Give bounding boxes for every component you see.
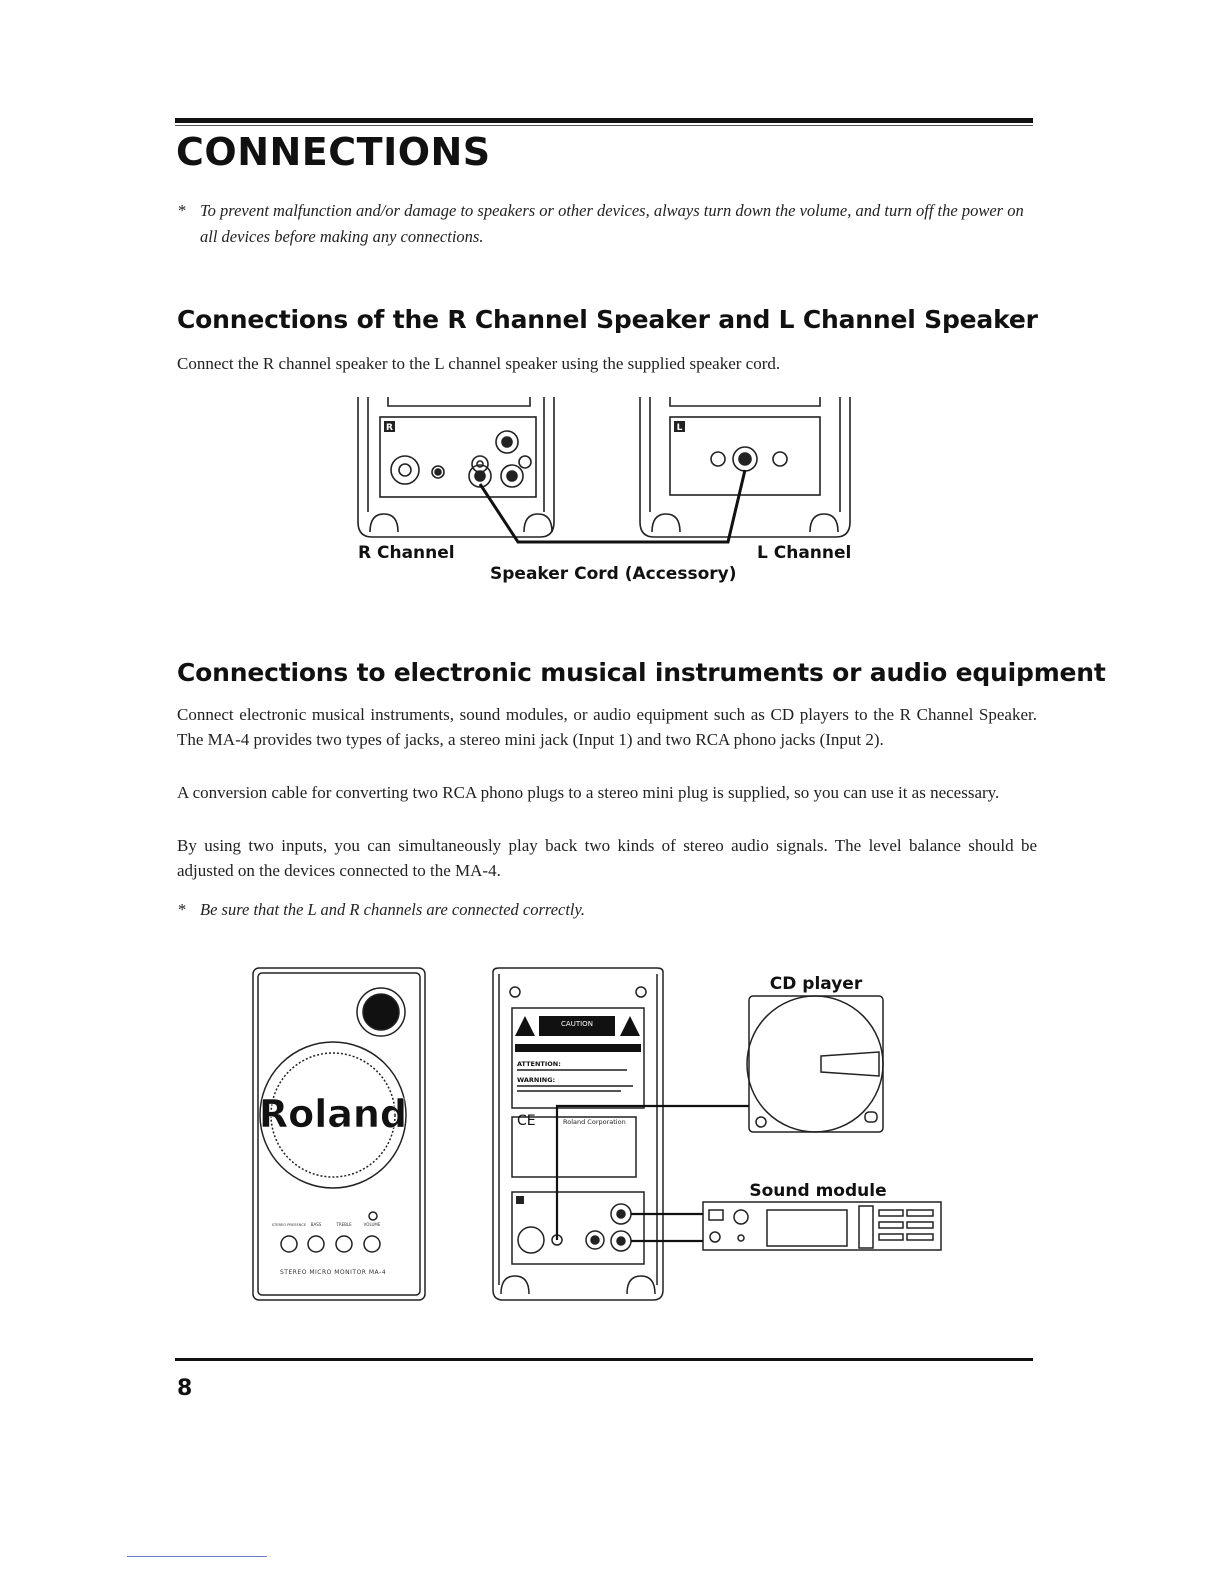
rear-foot-right [627, 1276, 655, 1294]
l-speaker-cabinet [640, 397, 850, 537]
front-knob-label-bass: BASS [310, 1222, 322, 1227]
section1-body: Connect the R channel speaker to the L channel speaker using the supplied speaker cord. [177, 354, 781, 373]
rear-warning-text: WARNING: [517, 1076, 556, 1084]
rear-attention-text: ATTENTION: [517, 1060, 561, 1068]
l-speaker-foot-left [652, 514, 680, 532]
label-r-channel: R Channel [358, 543, 455, 563]
cd-disc [747, 996, 883, 1132]
front-knob-label-treble: TREBLE [336, 1222, 352, 1227]
bottom-rule [175, 1358, 1033, 1361]
module-display [767, 1210, 847, 1246]
footer-underline [127, 1556, 267, 1557]
section2-heading: Connections to electronic musical instruments or audio equipment [177, 658, 1106, 687]
r-speaker-cabinet [358, 397, 554, 537]
rear-foot-left [501, 1276, 529, 1294]
page-title: CONNECTIONS [176, 130, 491, 174]
knob-treble [336, 1236, 352, 1252]
l-panel-badge-letter: L [676, 423, 683, 433]
label-sound-module: Sound module [749, 1181, 887, 1201]
r-speaker-foot-left [370, 514, 398, 532]
cd-tray [821, 1052, 879, 1076]
lr-note-text: Be sure that the L and R channels are connected correctly. [200, 900, 586, 919]
note-bullet: * [178, 201, 187, 220]
equipment-connection-diagram [245, 960, 965, 1310]
warning-triangle-left [515, 1016, 535, 1036]
module-knob [734, 1210, 748, 1224]
knob-presence [281, 1236, 297, 1252]
l-binding-post-left [711, 452, 725, 466]
r-panel-badge-letter: R [386, 423, 393, 433]
rear-ce-mark: CE [517, 1113, 536, 1129]
label-speaker-cord: Speaker Cord (Accessory) [490, 564, 737, 584]
r-speaker-panel [380, 417, 536, 497]
section2-paragraph-1: Connect electronic musical instruments, sound modules, or audio equipment such as CD players to the R Channel Speaker. The MA-4 provides two types of jacks, a stereo mini jack (Input 1) and two RCA phono jacks (Input 2). [177, 705, 1037, 749]
r-rca-jack-mid [472, 456, 488, 472]
top-warning-text: To prevent malfunction and/or damage to speakers or other devices, always turn down the volume, and turn off the power on all devices before making any connections. [200, 201, 1024, 246]
brand-logo: Roland [258, 1092, 408, 1136]
top-rule-thin [175, 125, 1033, 126]
page-number: 8 [177, 1376, 193, 1401]
rear-mini-jack [518, 1227, 544, 1253]
knob-bass [308, 1236, 324, 1252]
top-warning-note [178, 198, 1038, 250]
cd-button [756, 1117, 766, 1127]
r-mini-jack [391, 456, 419, 484]
top-rule [175, 118, 1033, 123]
sound-module [703, 1202, 941, 1250]
l-binding-post-right [773, 452, 787, 466]
front-knob-label-presence: STEREO PRESENCE [271, 1223, 307, 1227]
label-cd-player: CD player [769, 974, 863, 994]
lr-note-bullet: * [178, 900, 187, 919]
power-indicator [369, 1212, 377, 1220]
section1-heading: Connections of the R Channel Speaker and L Channel Speaker [177, 305, 1038, 334]
label-l-channel: L Channel [757, 543, 852, 563]
section2-paragraph-2: A conversion cable for converting two RCA phono plugs to a stereo mini plug is supplied, so you can use it as necessary. [177, 783, 1000, 802]
section2-paragraph-3: By using two inputs, you can simultaneously play back two kinds of stereo audio signals. The level balance should be adjusted on the devices connected to the MA-4. [177, 836, 1037, 880]
speaker-cord [480, 470, 745, 542]
rear-caution-text: CAUTION [561, 1020, 593, 1028]
warning-triangle-right [620, 1016, 640, 1036]
front-model-label: STEREO MICRO MONITOR MA-4 [279, 1269, 387, 1276]
rear-maker-text: Roland Corporation [563, 1118, 626, 1126]
knob-volume [364, 1236, 380, 1252]
front-knob-label-volume: VOLUME [363, 1222, 381, 1227]
lr-note [178, 897, 1038, 923]
l-speaker-foot-right [810, 514, 838, 532]
cd-player [747, 996, 883, 1132]
r-speaker-foot-right [524, 514, 552, 532]
